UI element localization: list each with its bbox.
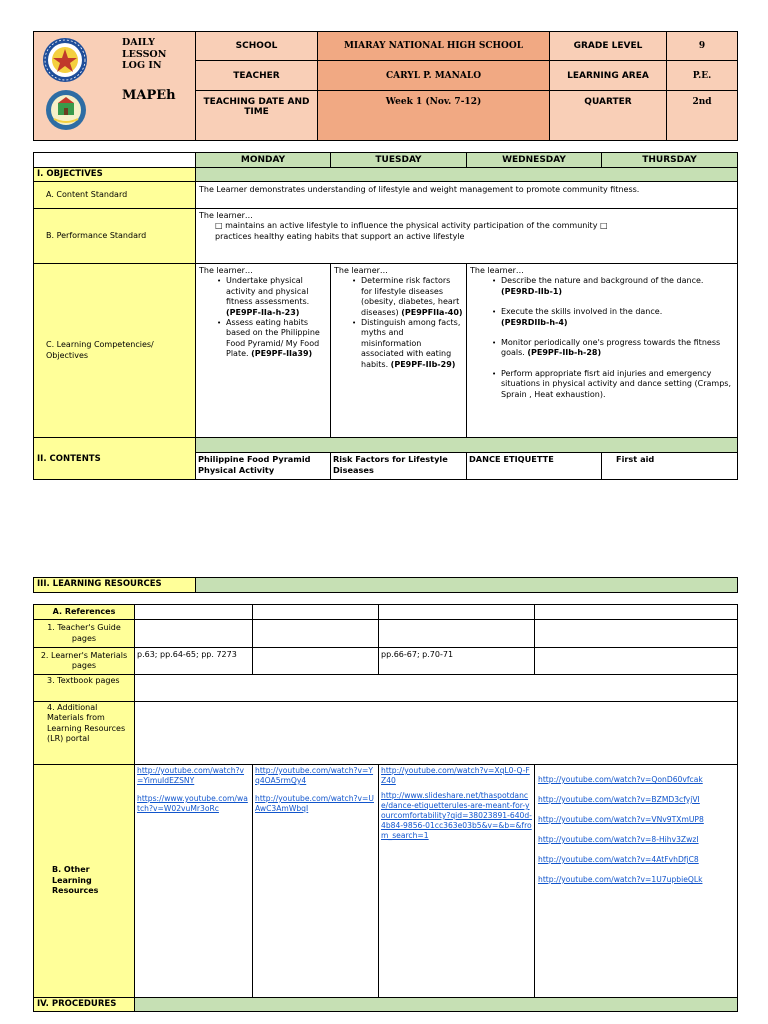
competency-code: (PE9PFIIa-40): [401, 307, 463, 317]
other-resources-thursday: [535, 765, 738, 998]
teaching-date-value: Week 1 (Nov. 7-12): [318, 91, 550, 141]
procedures-section-label: IV. PROCEDURES: [34, 998, 135, 1012]
competencies-monday: [196, 264, 331, 438]
competency-text: Execute the skills involved in the dance.: [501, 307, 663, 317]
resource-link[interactable]: https://www.youtube.com/watch?v=W02vuMr3oRc: [137, 794, 248, 813]
subject-title: MAPEh: [122, 88, 176, 103]
competency-text: Describe the nature and background of the dance.: [501, 276, 704, 286]
school-value: MIARAY NATIONAL HIGH SCHOOL: [318, 32, 550, 61]
tg-tuesday: [253, 620, 379, 648]
header-title-line: LOG IN: [122, 60, 162, 71]
references-monday: [135, 605, 253, 620]
header-table: [33, 31, 738, 141]
contents-section-label: II. CONTENTS: [34, 438, 196, 480]
contents-thursday: First aid: [602, 453, 738, 480]
tg-wednesday: [379, 620, 535, 648]
teacher-label: TEACHER: [196, 61, 318, 91]
contents-tuesday: Risk Factors for Lifestyle Diseases: [331, 453, 467, 480]
deped-seal-logo: [42, 37, 88, 83]
performance-standard-cell: [196, 209, 738, 264]
competency-item: [490, 307, 734, 328]
lm-wednesday: pp.66-67; p.70-71: [379, 648, 535, 675]
days-corner: [34, 153, 196, 168]
lm-thursday: [535, 648, 738, 675]
competency-text: Perform appropriate fisrt aid injuries and emergency situations in physical activity and dance setting (Cramps, Sprain , Heat exhaustion).: [501, 368, 732, 399]
resources-section-label: III. LEARNING RESOURCES: [34, 578, 196, 593]
resource-link[interactable]: http://youtube.com/watch?v=VNv9TXmUP8: [538, 815, 704, 824]
performance-standard-label: B. Performance Standard: [34, 209, 196, 264]
resources-detail-table: [33, 604, 738, 1012]
contents-wednesday: DANCE ETIQUETTE: [467, 453, 602, 480]
day-monday: MONDAY: [196, 153, 331, 168]
teaching-date-label: TEACHING DATE AND TIME: [196, 91, 318, 141]
resource-link[interactable]: http://youtube.com/watch?v=QonD60vfcak: [538, 775, 703, 784]
references-label: A. References: [34, 605, 135, 620]
competencies-label: C. Learning Competencies/ Objectives: [34, 264, 196, 438]
contents-monday: Philippine Food Pyramid Physical Activity: [196, 453, 331, 480]
other-resources-label: B. Other Learning Resources: [34, 765, 135, 998]
competency-code: (PE9PF-IIb-h-28): [527, 348, 602, 358]
lm-monday: p.63; pp.64-65; pp. 7273: [135, 648, 253, 675]
competency-text: Determine risk factors for lifestyle diseases (obesity, diabetes, heart diseases): [361, 276, 460, 317]
resource-link[interactable]: http://youtube.com/watch?v=8-Hihv3ZwzI: [538, 835, 699, 844]
resource-link[interactable]: http://youtube.com/watch?v=XqL0-Q-FZ40: [381, 766, 530, 785]
school-label: SCHOOL: [196, 32, 318, 61]
competency-text: Assess eating habits based on the Philippine Food Pyramid/ My Food Plate.: [226, 318, 320, 359]
competency-text: Distinguish among facts, myths and misinformation associated with eating habits.: [361, 318, 461, 369]
grade-level-label: GRADE LEVEL: [550, 32, 667, 61]
competency-intro: The learner…: [470, 266, 524, 275]
additional-materials-cell: [135, 702, 738, 765]
competency-item: [490, 338, 734, 359]
resource-link[interactable]: http://youtube.com/watch?v=Yq4OA5rmQy4: [255, 766, 374, 785]
competency-code: (PE9PF-IIb-29): [390, 359, 456, 369]
objectives-section-bar: [196, 168, 738, 182]
competency-item: [490, 369, 734, 400]
school-seal-logo: [45, 89, 87, 131]
textbook-cell: [135, 675, 738, 702]
other-resources-tuesday: [253, 765, 379, 998]
other-resources-wednesday: [379, 765, 535, 998]
contents-section-bar: [196, 438, 738, 453]
competency-text: Monitor periodically one's progress towards the fitness goals.: [501, 338, 721, 358]
teacher-value: CARYL P. MANALO: [318, 61, 550, 91]
competency-intro: The learner…: [199, 266, 253, 275]
competency-code: (PE9PF-IIa39): [251, 349, 313, 359]
competency-item: [490, 276, 734, 297]
competency-item: [215, 318, 327, 360]
resource-link[interactable]: http://youtube.com/watch?v=UAwC3AmWbqI: [255, 794, 374, 813]
references-thursday: [535, 605, 738, 620]
performance-standard-line: practices healthy eating habits that support an active lifestyle: [215, 231, 465, 241]
textbook-pages-label: 3. Textbook pages: [34, 675, 135, 702]
learning-area-label: LEARNING AREA: [550, 61, 667, 91]
tg-monday: [135, 620, 253, 648]
resources-section-bar: [196, 578, 738, 593]
resources-table: [33, 577, 738, 593]
additional-materials-label: 4. Additional Materials from Learning Resources (LR) portal: [34, 702, 135, 765]
header-title-line: DAILY: [122, 37, 155, 48]
learning-area-value: P.E.: [667, 61, 738, 91]
competencies-wed-thu: [467, 264, 738, 438]
competency-item: [350, 318, 463, 370]
header-title-cell: [34, 32, 196, 141]
resource-link[interactable]: http://youtube.com/watch?v=1U7upbieQLk: [538, 875, 703, 884]
resource-link[interactable]: http://youtube.com/watch?v=BZMD3cfyjVI: [538, 795, 700, 804]
lm-pages-label: 2. Learner's Materials pages: [34, 648, 135, 675]
competency-code: (PE9RDIIb-h-4): [501, 317, 568, 327]
grade-level-value: 9: [667, 32, 738, 61]
performance-standard-intro: The learner…: [199, 211, 253, 220]
objectives-table: [33, 152, 738, 480]
header-title-line: LESSON: [122, 48, 167, 60]
performance-standard-line: □ maintains an active lifestyle to influence the physical activity participation of the community □: [215, 221, 608, 231]
resource-link[interactable]: http://www.slideshare.net/thaspotdance/dance-etiquetterules-are-meant-for-yourcomfortability?qid=38023891-640d-4b84-9856-01cc363e03b5&v=&b=&from_search=1: [381, 791, 532, 840]
day-wednesday: WEDNESDAY: [467, 153, 602, 168]
competency-code: (PE9RD-IIb-1): [501, 286, 563, 296]
quarter-label: QUARTER: [550, 91, 667, 141]
competency-item: [350, 276, 463, 318]
procedures-section-bar: [135, 998, 738, 1012]
other-resources-monday: [135, 765, 253, 998]
content-standard-label: A. Content Standard: [34, 182, 196, 209]
lm-tuesday: [253, 648, 379, 675]
resource-link[interactable]: http://youtube.com/watch?v=4AtFvhDfjC8: [538, 855, 699, 864]
competencies-tuesday: [331, 264, 467, 438]
competency-text: Undertake physical activity and physical fitness assessments.: [226, 276, 310, 307]
tg-thursday: [535, 620, 738, 648]
quarter-value: 2nd: [667, 91, 738, 141]
references-tuesday: [253, 605, 379, 620]
references-wednesday: [379, 605, 535, 620]
tg-pages-label: 1. Teacher's Guide pages: [34, 620, 135, 648]
objectives-section-label: I. OBJECTIVES: [34, 168, 196, 182]
competency-item: [215, 276, 327, 318]
competency-code: (PE9PF-IIa-h-23): [226, 307, 300, 317]
content-standard-text: The Learner demonstrates understanding of lifestyle and weight management to promote community fitness.: [196, 182, 738, 209]
resource-link[interactable]: http://youtube.com/watch?v=YimuIdEZSNY: [137, 766, 245, 785]
day-thursday: THURSDAY: [602, 153, 738, 168]
day-tuesday: TUESDAY: [331, 153, 467, 168]
competency-intro: The learner…: [334, 266, 388, 275]
